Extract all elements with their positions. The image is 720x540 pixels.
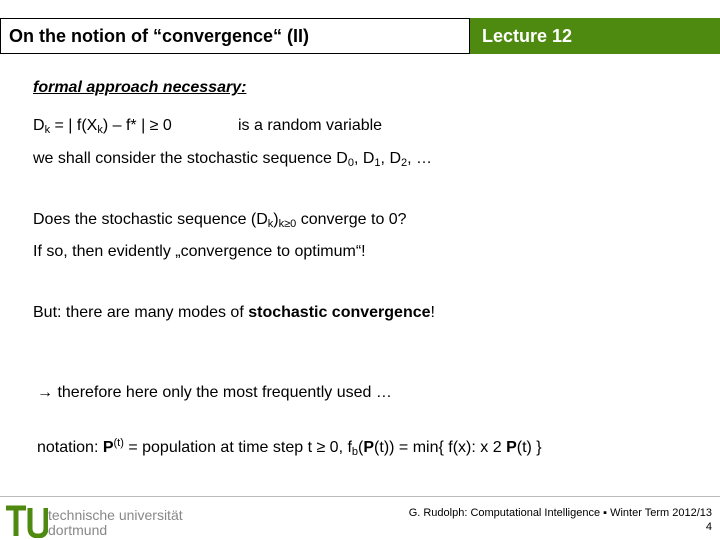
text-fragment: , D (353, 150, 375, 167)
text-fragment: (t) } (516, 439, 542, 456)
superscript: (t) (113, 437, 124, 449)
text-fragment: , D (380, 150, 401, 167)
population-symbol: P (506, 439, 517, 456)
notation-line (37, 438, 542, 458)
logo-line-2: dortmund (48, 522, 108, 538)
text-fragment: = | f(X (50, 117, 98, 134)
subscript: 2 (401, 157, 408, 169)
text-fragment: (t)) = min{ f(x): x 2 (374, 439, 507, 456)
subscript: b (351, 446, 359, 458)
logo-line-1: technische universität (48, 507, 183, 523)
population-symbol: P (102, 439, 114, 456)
subscript: k≥0 (278, 218, 297, 230)
subscript: k (97, 124, 103, 136)
university-logo (0, 500, 230, 540)
definition-line (33, 116, 383, 136)
sequence-line (33, 149, 432, 169)
text-fragment: notation: (37, 439, 103, 456)
section-heading: formal approach necessary: (33, 79, 247, 96)
subscript: k (44, 124, 51, 136)
text-fragment: But: there are many modes of (33, 304, 249, 321)
convergence-line: If so, then evidently „convergence to optimum“! (33, 243, 366, 260)
random-variable-note: is a random variable (238, 117, 383, 134)
question-line (33, 210, 407, 230)
title-bar (0, 18, 470, 54)
text-fragment: converge to 0? (296, 211, 407, 228)
credit-text: G. Rudolph: Computational Intelligence ▪ Winter Term 2012/13 (408, 507, 712, 519)
text-fragment: = population at time step t ≥ 0, f (123, 439, 352, 456)
lecture-badge (470, 18, 720, 54)
text-fragment: ) (273, 211, 279, 228)
footer-credit (409, 506, 712, 534)
therefore-line: → therefore here only the most frequently used … (37, 384, 392, 401)
text-fragment: we shall consider the stochastic sequence D (33, 150, 348, 167)
text-fragment: ) – f* | ≥ 0 (102, 117, 172, 134)
population-symbol: P (363, 439, 375, 456)
text-fragment: ( (358, 439, 364, 456)
text-fragment: D (33, 117, 45, 134)
subscript: 0 (347, 157, 354, 169)
lecture-label: Lecture 12 (482, 26, 573, 46)
emphasis-text: stochastic convergence (248, 304, 431, 321)
subscript: k (267, 218, 274, 230)
text-fragment: ! (430, 304, 435, 321)
subscript: 1 (374, 157, 381, 169)
modes-line (33, 303, 435, 323)
tu-logo-icon (4, 502, 48, 538)
text-fragment: Does the stochastic sequence (D (33, 211, 268, 228)
footer-divider (0, 496, 720, 497)
slide-title: On the notion of “convergence“ (II) (9, 26, 310, 46)
text-fragment: , … (407, 150, 433, 167)
page-number: 4 (705, 521, 712, 533)
